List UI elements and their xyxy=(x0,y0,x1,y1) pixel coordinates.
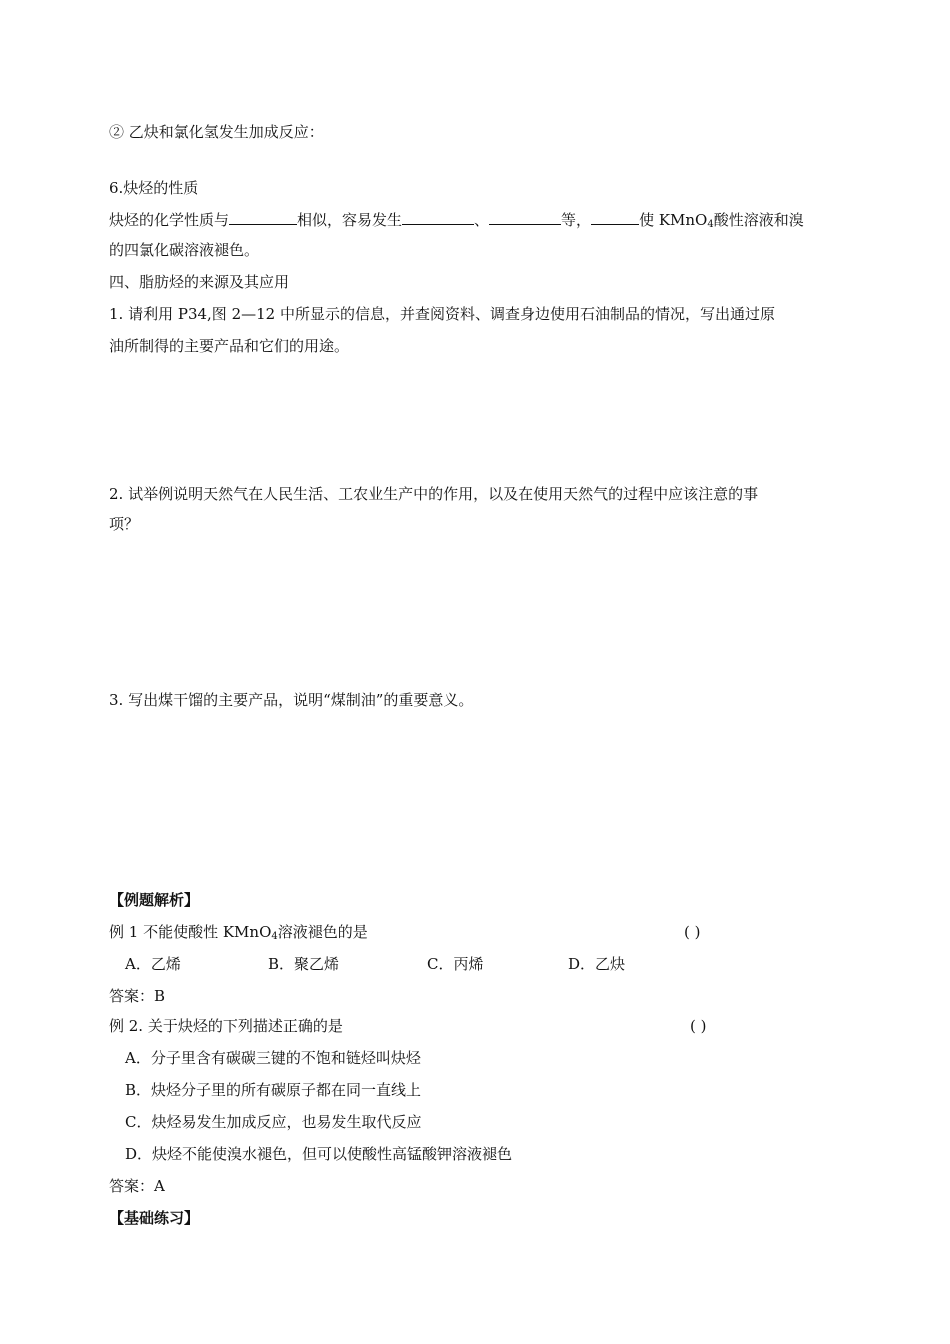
examples-header: 【例题解析】 xyxy=(109,891,200,909)
section-6-paragraph-line-2: 的四氯化碳溶液褪色。 xyxy=(109,241,260,259)
section-6-paragraph-line-1 xyxy=(109,210,804,230)
example-2-answer: 答案：A xyxy=(109,1177,165,1195)
example-1-answer: 答案：B xyxy=(109,987,166,1005)
text-fragment: 酸性溶液和溴 xyxy=(713,211,804,229)
text-fragment: 等， xyxy=(561,211,592,229)
text-fragment: 溶液褪色的是 xyxy=(277,923,368,941)
question-1-line-2: 油所制得的主要产品和它们的用途。 xyxy=(109,337,350,355)
fill-blank[interactable] xyxy=(229,210,297,225)
fill-blank[interactable] xyxy=(489,210,561,225)
section-6-title: 6.炔烃的性质 xyxy=(109,179,199,197)
example-1-option-a: A．乙烯 xyxy=(125,955,181,973)
fill-blank[interactable] xyxy=(402,210,474,225)
example-2-question: 例 2. 关于炔烃的下列描述正确的是 xyxy=(109,1017,343,1035)
question-1-line-1: 1. 请利用 P34,图 2—12 中所显示的信息，并查阅资料、调查身边使用石油制品的情况，写出通过原 xyxy=(109,305,775,323)
section-4-title: 四、脂肪烃的来源及其应用 xyxy=(109,273,290,291)
example-1-answer-paren: ( ) xyxy=(684,923,701,941)
example-2-option-c: C．炔烃易发生加成反应，也易发生取代反应 xyxy=(125,1113,422,1131)
subscript: 4 xyxy=(707,219,714,230)
fill-blank[interactable] xyxy=(591,210,639,225)
text-fragment: 使 KMnO xyxy=(639,211,708,229)
example-1-question xyxy=(109,922,368,942)
text-fragment: 相似，容易发生 xyxy=(297,211,403,229)
reaction-item-2: ② 乙炔和氯化氢发生加成反应： xyxy=(109,123,324,141)
example-1-option-d: D．乙炔 xyxy=(568,955,626,973)
text-fragment: 例 1 不能使酸性 KMnO xyxy=(109,923,272,941)
text-fragment: 、 xyxy=(474,211,490,229)
question-2-line-1: 2. 试举例说明天然气在人民生活、工农业生产中的作用，以及在使用天然气的过程中应该注意的事 xyxy=(109,485,759,503)
question-2-line-2: 项？ xyxy=(109,515,140,533)
example-2-option-a: A．分子里含有碳碳三键的不饱和链烃叫炔烃 xyxy=(125,1049,421,1067)
practice-header: 【基础练习】 xyxy=(109,1209,200,1227)
example-2-option-b: B．炔烃分子里的所有碳原子都在同一直线上 xyxy=(125,1081,422,1099)
question-3: 3. 写出煤干馏的主要产品，说明“煤制油”的重要意义。 xyxy=(109,691,474,709)
example-2-answer-paren: ( ) xyxy=(690,1017,707,1035)
example-1-option-b: B．聚乙烯 xyxy=(268,955,340,973)
example-1-option-c: C．丙烯 xyxy=(427,955,484,973)
example-2-option-d: D．炔烃不能使溴水褪色，但可以使酸性高锰酸钾溶液褪色 xyxy=(125,1145,513,1163)
text-fragment: 炔烃的化学性质与 xyxy=(109,211,230,229)
subscript: 4 xyxy=(271,931,278,942)
